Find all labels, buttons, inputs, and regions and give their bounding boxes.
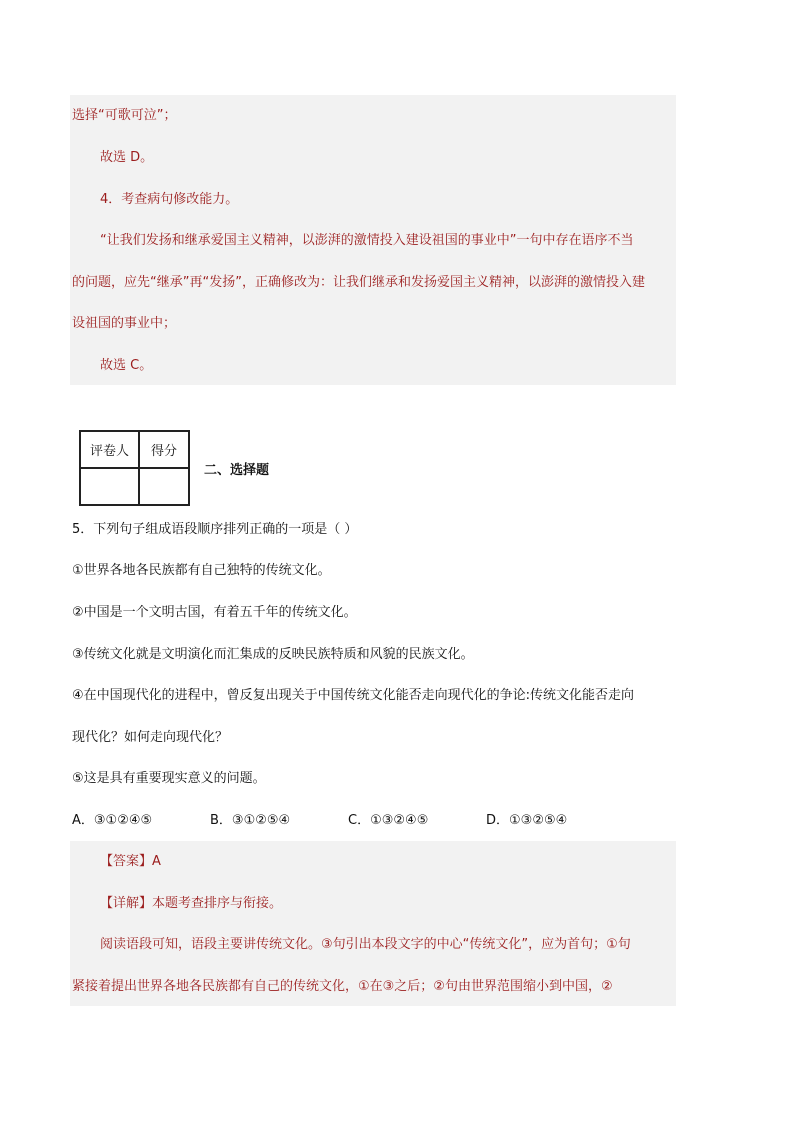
explanation-line: 设祖国的事业中； <box>72 316 177 331</box>
explanation-line: 选择“可歌可泣”； <box>72 108 177 123</box>
detail-label: 【详解】本题考查排序与衔接。 <box>100 896 283 911</box>
answer-explanation-line: 紧接着提出世界各地各民族都有自己的传统文化，①在③之后；②句由世界范围缩小到中国，② <box>72 979 613 994</box>
score-table <box>79 430 190 506</box>
question-stem: 5．下列句子组成语段顺序排列正确的一项是（ ） <box>72 522 358 537</box>
sentence-3: ③传统文化就是文明演化而汇集成的反映民族特质和风貌的民族文化。 <box>72 647 474 662</box>
sentence-5: ⑤这是具有重要现实意义的问题。 <box>72 771 266 786</box>
sentence-1: ①世界各地各民族都有自己独特的传统文化。 <box>72 563 331 578</box>
score-table-cell-grader <box>80 468 139 505</box>
score-table-cell-score <box>139 468 189 505</box>
sentence-4: ④在中国现代化的进程中，曾反复出现关于中国传统文化能否走向现代化的争论:传统文化能否走向 <box>72 688 635 703</box>
score-table-header-grader: 评卷人 <box>80 431 139 468</box>
explanation-line: “让我们发扬和继承爱国主义精神，以澎湃的激情投入建设祖国的事业中”一句中存在语序不当 <box>100 233 634 248</box>
option-c: C．①③②④⑤ <box>348 813 429 828</box>
answer-explanation-line: 阅读语段可知，语段主要讲传统文化。③句引出本段文字的中心“传统文化”，应为首句；①句 <box>100 937 631 952</box>
explanation-line: 故选 D。 <box>100 150 154 165</box>
option-a: A．③①②④⑤ <box>72 813 153 828</box>
sentence-4-cont: 现代化？如何走向现代化？ <box>72 730 229 745</box>
option-b: B．③①②⑤④ <box>210 813 291 828</box>
score-table-header-score: 得分 <box>139 431 189 468</box>
explanation-line: 4．考查病句修改能力。 <box>100 192 239 207</box>
answer-label: 【答案】A <box>100 854 161 869</box>
explanation-line: 故选 C。 <box>100 358 153 373</box>
section-title: 二、选择题 <box>204 463 270 478</box>
option-d: D．①③②⑤④ <box>486 813 568 828</box>
sentence-2: ②中国是一个文明古国，有着五千年的传统文化。 <box>72 605 357 620</box>
explanation-line: 的问题，应先“继承”再“发扬”，正确修改为：让我们继承和发扬爱国主义精神，以澎湃的激情投入建 <box>72 275 645 290</box>
